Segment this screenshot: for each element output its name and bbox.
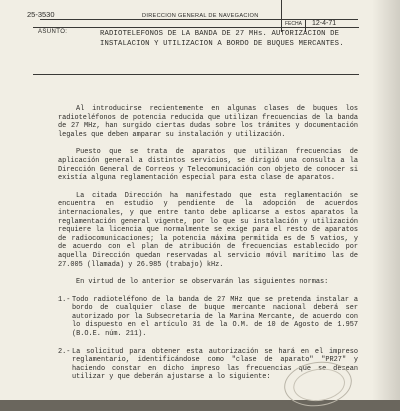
- paragraph: Al introducirse recientemente en algunas clases de buques los radioteléfonos de potencia reducida que utilizan frecuencias de la banda de 27 MHz, han surgido ciertas dudas sobre los trámites y documentación legales que deben amparar su instalación y utilización.: [58, 105, 358, 139]
- document-body: [58, 105, 358, 391]
- list-item-text: Todo radioteléfono de la banda de 27 MHz que se pretenda instalar a bordo de cualquier clase de buque mercante nacional deberá ser autorizado por la Subsecretaría de la Marina Mercante, de acuerdo con lo dispuesto en el artículo 31 de la O.M. de 10 de Agosto de 1.957 (B.O.E. núm. 211).: [72, 295, 358, 339]
- list-item: [58, 296, 358, 339]
- official-stamp-inner-ring: [291, 365, 347, 404]
- department-name: DIRECCION GENERAL DE NAVEGACION: [142, 13, 259, 19]
- document-code: 25-3530: [27, 10, 55, 19]
- date-label: FECHA: [285, 21, 302, 27]
- list-item-number: 1.-: [58, 295, 71, 304]
- page-edge-shadow: [372, 0, 400, 400]
- paragraph: La citada Dirección ha manifestado que esta reglamentación se encuentra en estudio y pendiente de la adopción de acuerdos internacionales, y que entre tanto debe aplicarse a estos aparatos la reglamentación general vigente, por lo que su instalación y utilización requiere la licencia que normalmente se exige para el resto de aparatos de radiocomunicaciones; la potencia máxima permitida es de 5 vatios, y de acuerdo con el plan de atribución de frecuencias establecido por aquella Dirección quedan reservadas al servicio móvil marítimo las de 27.005 (llamada) y 26.985 (trabajo) kHz.: [58, 191, 358, 269]
- date-value: 12-4-71: [312, 20, 337, 27]
- subject-text: RADIOTELEFONOS DE LA BANDA DE 27 MHs. AUTORIZACION DE INSTALACION Y UTILIZACION A BORDO DE BUQUES MERCANTES.: [100, 30, 344, 48]
- list-item-number: 2.-: [58, 347, 71, 356]
- paragraph: En virtud de lo anterior se observarán las siguientes normas:: [76, 278, 329, 287]
- paragraph: Puesto que se trata de aparatos que utilizan frecuencias de aplicación general a distintos servicios, se dirigió una consulta a la Dirección General de Correos y Telecomunicación con objeto de conocer si existía alguna reglamentación especial para esta clase de aparatos.: [58, 148, 358, 183]
- list-item-text: La solicitud para obtener esta autorización se hará en el impreso reglamentario, identificándose como "clase de aparato" "PR27" y haciendo constar en dicho impreso las frecuencias que se desean utilizar y que deberán ajustarse a lo siguiente:: [72, 347, 358, 382]
- subject-label: ASUNTO:: [38, 29, 68, 35]
